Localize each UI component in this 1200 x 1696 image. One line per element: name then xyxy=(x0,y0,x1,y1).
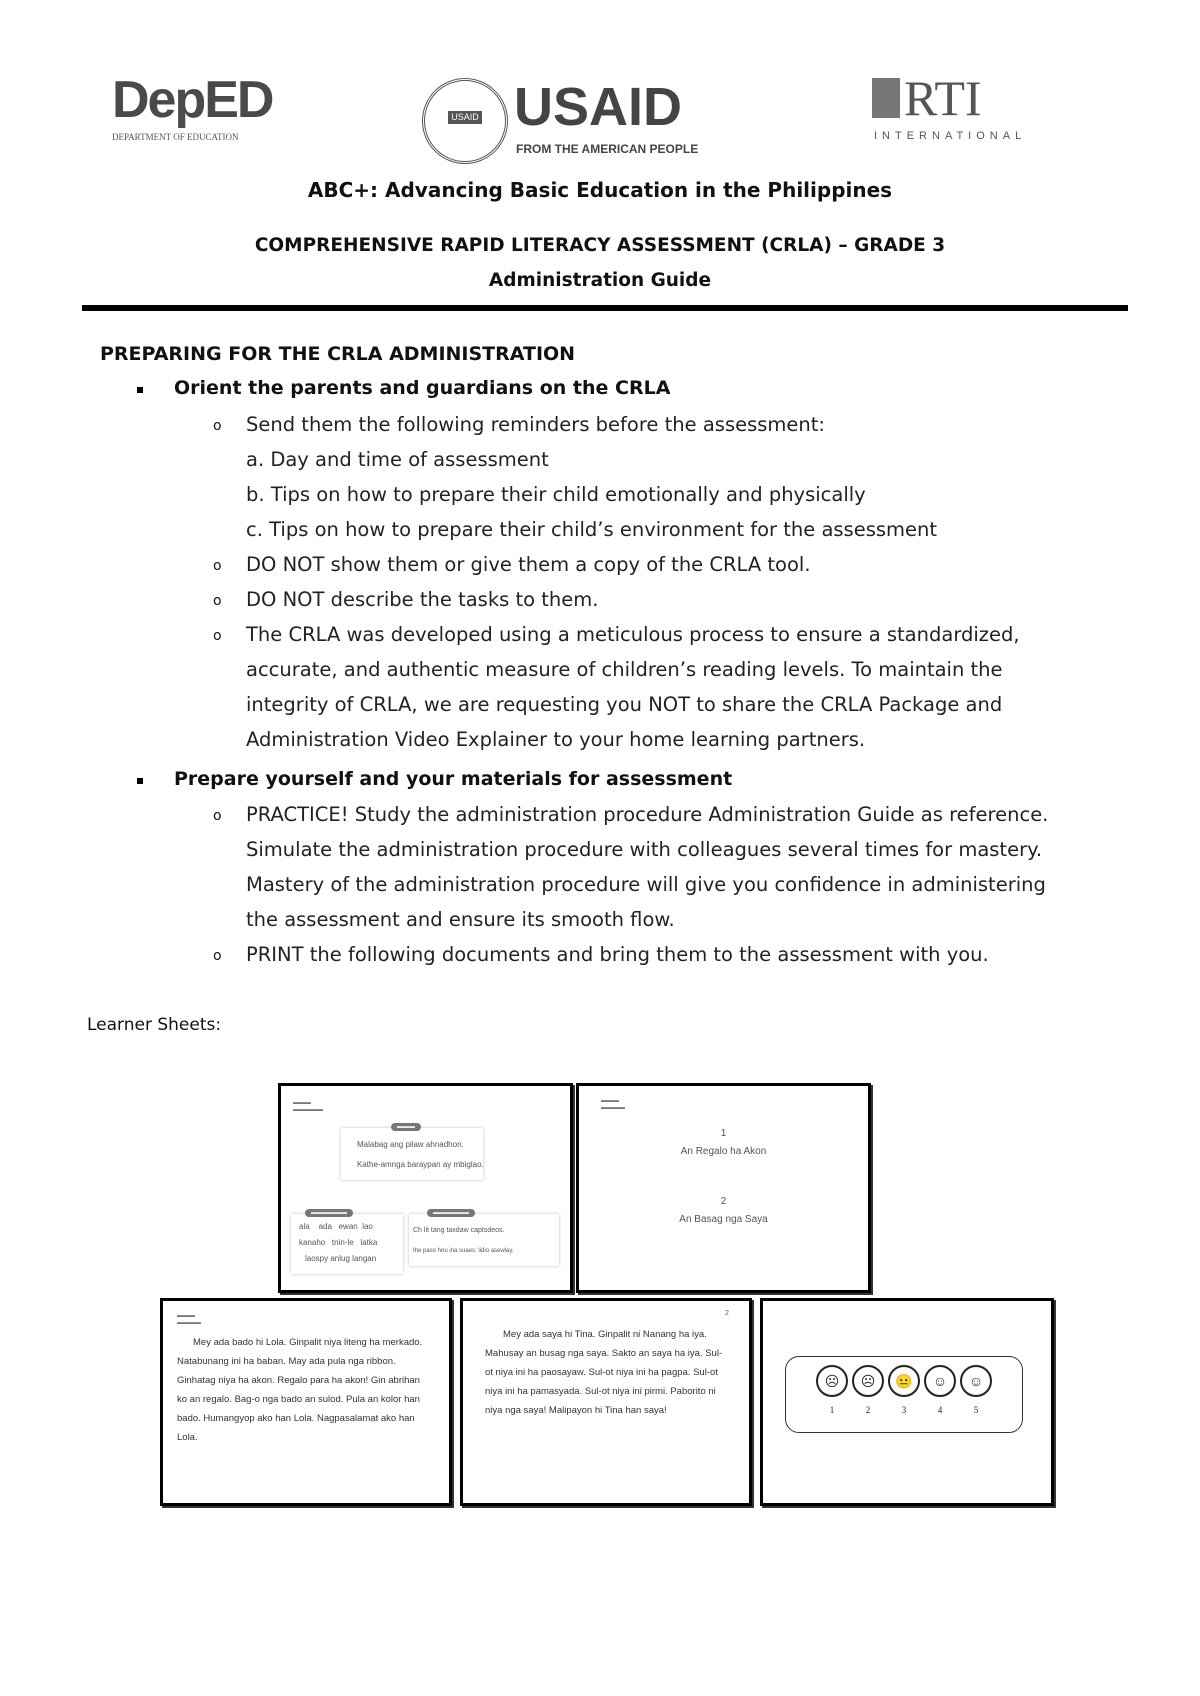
bullet-line-text: Send them the following reminders before the assessment: xyxy=(246,413,825,436)
face-icon: ☹ xyxy=(816,1365,848,1397)
learner-sheet-thumbnail-1[interactable] xyxy=(278,1083,573,1293)
bullet-circle-marker: o xyxy=(213,558,222,574)
bullet-heading: Orient the parents and guardians on the CRLA xyxy=(174,377,671,399)
bullet-line-text: DO NOT show them or give them a copy of the CRLA tool. xyxy=(246,553,811,576)
story-title: An Basag nga Saya xyxy=(679,1214,768,1225)
words-card xyxy=(291,1210,403,1274)
page-number: 2 xyxy=(725,1310,729,1317)
bullet-line-text: a. Day and time of assessment xyxy=(246,448,549,471)
bullet-circle-marker: o xyxy=(213,593,222,609)
sheet-header-text: ▬▬▬ ▬▬▬▬ xyxy=(177,1313,201,1326)
word-row: ala ada ewan lao xyxy=(299,1222,373,1231)
header-divider xyxy=(82,305,1128,311)
document-subtitle: Administration Guide xyxy=(488,270,712,291)
card-label: ▬▬▬▬▬▬ xyxy=(305,1209,353,1217)
face-icon: 😐 xyxy=(888,1365,920,1397)
sentence-card xyxy=(341,1124,484,1180)
word-row: kanaho tnin-le latka xyxy=(299,1238,378,1247)
face-icon: ☺ xyxy=(924,1365,956,1397)
bullet-circle-marker: o xyxy=(213,628,222,644)
bullet-line-text: b. Tips on how to prepare their child emotionally and physically xyxy=(246,483,866,506)
learner-sheet-thumbnail-3[interactable] xyxy=(160,1298,452,1506)
sentence: Ch lit tang taxdaw captsdeos. xyxy=(413,1227,505,1234)
story-text: Mey ada saya hi Tina. Ginpalit ni Nanang ha iya. Mahusay an busag nga saya. Sakto an saya ha iya. Sul-ot niya ini ha paosayaw. Sul-ot niya ini ha pagpa. Sul-ot niya ini ha pamasyada. Sul-ot niya ini pirmi. Paborito ni niya nga saya! Malipayon hi Tina han saya! xyxy=(485,1329,723,1416)
scale-number: 5 xyxy=(973,1405,979,1415)
usaid-logo-text: USAID xyxy=(514,77,683,137)
bullet-line-text: Administration Video Explainer to your home learning partners. xyxy=(246,728,866,751)
learner-sheet-thumbnail-2[interactable] xyxy=(576,1083,871,1293)
face-icon: ☺ xyxy=(960,1365,992,1397)
usaid-logo-sub: FROM THE AMERICAN PEOPLE xyxy=(516,142,699,156)
usaid-seal-text: USAID xyxy=(448,111,482,124)
bullet-line-text: Mastery of the administration procedure will give you confidence in administering xyxy=(246,873,1046,896)
bullet-line-text: the assessment and ensure its smooth flow. xyxy=(246,908,675,931)
deped-logo-text: DepED xyxy=(112,71,273,129)
rti-logo-sub: INTERNATIONAL xyxy=(874,130,1027,142)
bullet-line-text: integrity of CRLA, we are requesting you NOT to share the CRLA Package and xyxy=(246,693,1003,716)
story-text: Mey ada bado hi Lola. Ginpalit niya liteng ha merkado. Natabunang ini ha baban. May ada pula nga ribbon. Ginhatag niya ha akon. Regalo para ha akon! Gin abrihan ko an regalo. Bag-o nga bado an sulod. Pula an kolor han bado. Humangyop ako han Lola. Nagpasalamat ako han Lola. xyxy=(177,1337,423,1443)
section-heading: PREPARING FOR THE CRLA ADMINISTRATION xyxy=(100,343,576,365)
bullet-circle-marker: o xyxy=(213,948,222,964)
bullet-circle-marker: o xyxy=(213,808,222,824)
bullet-circle-marker: o xyxy=(213,418,222,434)
sheet-header-text: ▬▬▬ ▬▬▬▬ xyxy=(601,1098,625,1111)
bullet-line-text: c. Tips on how to prepare their child’s environment for the assessment xyxy=(246,518,938,541)
learner-sheet-thumbnail-5[interactable] xyxy=(760,1298,1054,1506)
feelings-scale xyxy=(785,1356,1023,1433)
story-number: 1 xyxy=(720,1128,727,1139)
card-label: ▬▬▬▬▬▬ xyxy=(427,1209,475,1217)
deped-logo xyxy=(112,58,312,158)
scale-number: 2 xyxy=(865,1405,871,1415)
card-label: ▬▬▬ xyxy=(391,1123,421,1131)
learner-sheets-label: Learner Sheets: xyxy=(87,1015,222,1035)
face-icon: ☹ xyxy=(852,1365,884,1397)
bullet-heading: Prepare yourself and your materials for assessment xyxy=(174,768,733,790)
sentence: Ihe paso hou ina suaes: lidio asewlay. xyxy=(413,1248,514,1254)
bullet-square-icon xyxy=(137,778,143,784)
bullet-line-text: The CRLA was developed using a meticulous process to ensure a standardized, xyxy=(246,623,1020,646)
scale-number: 1 xyxy=(829,1405,835,1415)
usaid-logo xyxy=(422,78,722,168)
sentence-card-2 xyxy=(409,1210,559,1266)
word-row: laospy anlug langan xyxy=(305,1254,377,1263)
document-title: COMPREHENSIVE RAPID LITERACY ASSESSMENT (CRLA) – GRADE 3 xyxy=(254,235,946,256)
bullet-line-text: Simulate the administration procedure with colleagues several times for mastery. xyxy=(246,838,1043,861)
bullet-line-text: accurate, and authentic measure of children’s reading levels. To maintain the xyxy=(246,658,1003,681)
scale-number: 4 xyxy=(937,1405,943,1415)
rti-mark-icon xyxy=(872,78,900,118)
story-title: An Regalo ha Akon xyxy=(680,1146,767,1157)
bullet-line-text: PRACTICE! Study the administration procedure Administration Guide as reference. xyxy=(246,803,1049,826)
scale-number: 3 xyxy=(901,1405,907,1415)
project-title: ABC+: Advancing Basic Education in the Philippines xyxy=(307,178,893,202)
rti-logo-text: RTI xyxy=(904,70,982,126)
rti-logo xyxy=(870,72,1040,152)
bullet-line-text: PRINT the following documents and bring them to the assessment with you. xyxy=(246,943,989,966)
sentence: Malabag ang pilaw ahnadhon. xyxy=(357,1140,464,1149)
story-number: 2 xyxy=(720,1196,727,1207)
bullet-square-icon xyxy=(137,387,143,393)
sheet-header-text: ▬▬▬ ▬▬▬▬▬ xyxy=(293,1100,323,1113)
sentence: Kathe-amnga baraypan ay mbiglao. xyxy=(357,1160,484,1169)
deped-logo-sub: DEPARTMENT OF EDUCATION xyxy=(112,132,239,142)
usaid-seal-icon xyxy=(422,78,508,164)
learner-sheet-thumbnail-4[interactable] xyxy=(460,1298,752,1506)
bullet-line-text: DO NOT describe the tasks to them. xyxy=(246,588,599,611)
